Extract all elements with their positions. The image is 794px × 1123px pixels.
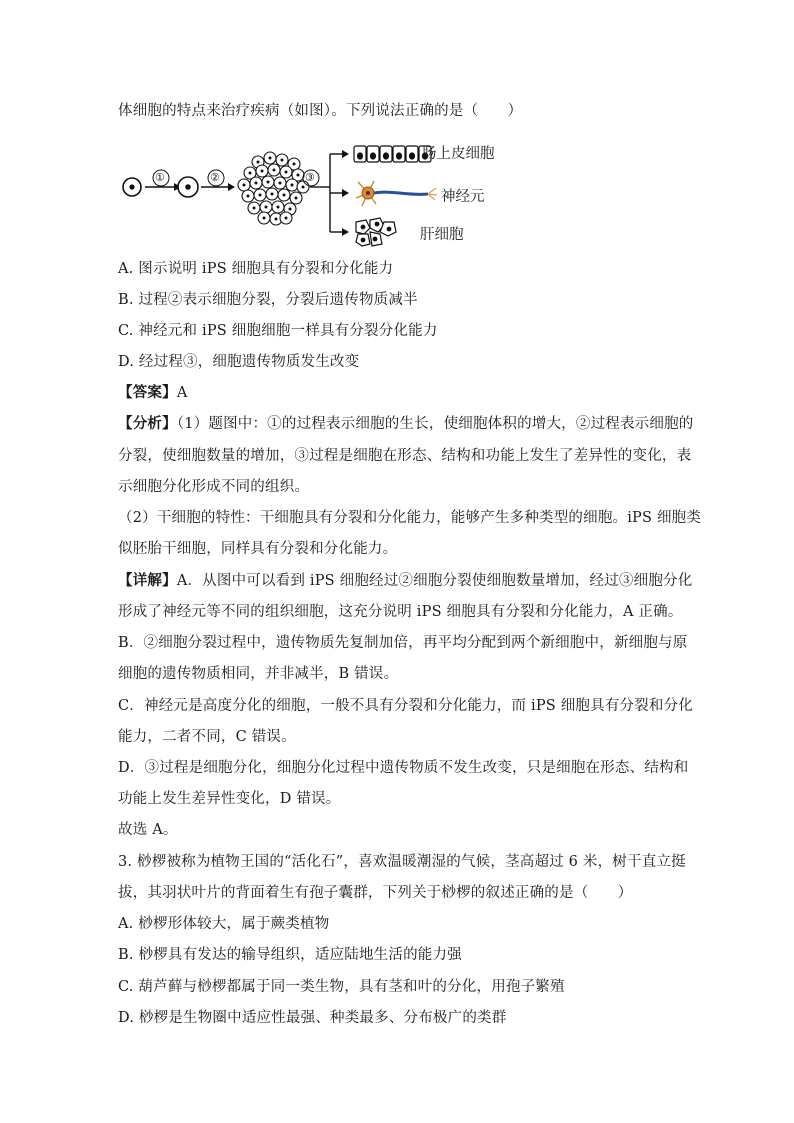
analysis-line-3: 示细胞分化形成不同的组织。: [118, 479, 310, 495]
label-neuron: 神经元: [441, 189, 485, 205]
ips-differentiation-figure: [118, 138, 518, 250]
detail-tag: 【详解】: [118, 572, 177, 589]
analysis-text-1: （1）题图中：①的过程表示细胞的生长，使细胞体积的增大，②过程表示细胞的: [176, 416, 694, 432]
detail-line-3: B．②细胞分裂过程中，遗传物质先复制加倍，再平均分配到两个新细胞中，新细胞与原: [118, 635, 688, 651]
analysis-line-1: [118, 414, 694, 434]
option-a: A. 图示说明 iPS 细胞具有分裂和分化能力: [118, 261, 394, 277]
cell-cluster: [238, 152, 309, 225]
answer-line: [118, 383, 187, 403]
liver-cells-icon: [356, 218, 396, 246]
single-cell-2: [178, 177, 198, 197]
label-liver-cell: 肝细胞: [420, 227, 464, 243]
question-stem: 体细胞的特点来治疗疾病（如图）。下列说法正确的是（ ）: [118, 103, 523, 119]
option-c: C. 神经元和 iPS 细胞细胞一样具有分裂分化能力: [118, 323, 438, 339]
step-3-label: ③: [305, 171, 315, 184]
detail-line-5: C．神经元是高度分化的细胞，一般不具有分裂和分化能力，而 iPS 细胞具有分裂和分化: [118, 698, 694, 714]
analysis-line-5: 似胚胎干细胞，同样具有分裂和分化能力。: [118, 541, 398, 557]
answer-tag: 【答案】: [118, 384, 177, 401]
intestinal-cells-icon: [354, 146, 431, 162]
q3-stem-line-1: 3. 桫椤被称为植物王国的“活化石”，喜欢温暖潮湿的气候，茎高超过 6 米，树干直立挺: [118, 854, 686, 870]
single-cell-1: [123, 178, 141, 196]
q3-option-c: C. 葫芦藓与桫椤都属于同一类生物，具有茎和叶的分化，用孢子繁殖: [118, 979, 565, 995]
q3-option-d: D. 桫椤是生物圈中适应性最强、种类最多、分布极广的类群: [118, 1010, 507, 1026]
answer-value: A: [176, 385, 188, 401]
step-1-label: ①: [155, 171, 165, 184]
analysis-tag: 【分析】: [118, 415, 177, 432]
detail-line-7: D．③过程是细胞分化，细胞分化过程中遗传物质不发生改变，只是细胞在形态、结构和: [118, 760, 689, 776]
option-b: B. 过程②表示细胞分裂，分裂后遗传物质减半: [118, 292, 418, 308]
label-intestinal-cell: 肠上皮细胞: [422, 146, 495, 162]
q3-option-b: B. 桫椤具有发达的输导组织，适应陆地生活的能力强: [118, 947, 462, 963]
q3-stem-line-2: 拔，其羽状叶片的背面着生有孢子囊群，下列关于桫椤的叙述正确的是（ ）: [118, 885, 633, 901]
detail-line-6: 能力，二者不同，C 错误。: [118, 729, 296, 745]
neuron-icon: [356, 181, 437, 206]
detail-text-1: A．从图中可以看到 iPS 细胞经过②细胞分裂使细胞数量增加，经过③细胞分化: [176, 573, 693, 589]
detail-line-2: 形成了神经元等不同的组织细胞，这充分说明 iPS 细胞具有分裂和分化能力，A 正确。: [118, 604, 683, 620]
step-2-label: ②: [210, 171, 220, 184]
detail-line-1: [118, 571, 692, 591]
analysis-line-2: 分裂，使细胞数量的增加，③过程是细胞在形态、结构和功能上发生了差异性的变化，表: [118, 448, 692, 464]
detail-line-8: 功能上发生差异性变化，D 错误。: [118, 791, 341, 807]
detail-line-4: 细胞的遗传物质相同，并非减半，B 错误。: [118, 666, 399, 682]
analysis-line-4: （2）干细胞的特性：干细胞具有分裂和分化能力，能够产生多种类型的细胞。iPS 细胞类: [118, 510, 702, 526]
detail-line-9: 故选 A。: [118, 822, 178, 838]
option-d: D. 经过程③，细胞遗传物质发生改变: [118, 354, 360, 370]
q3-option-a: A. 桫椤形体较大，属于蕨类植物: [118, 916, 330, 932]
